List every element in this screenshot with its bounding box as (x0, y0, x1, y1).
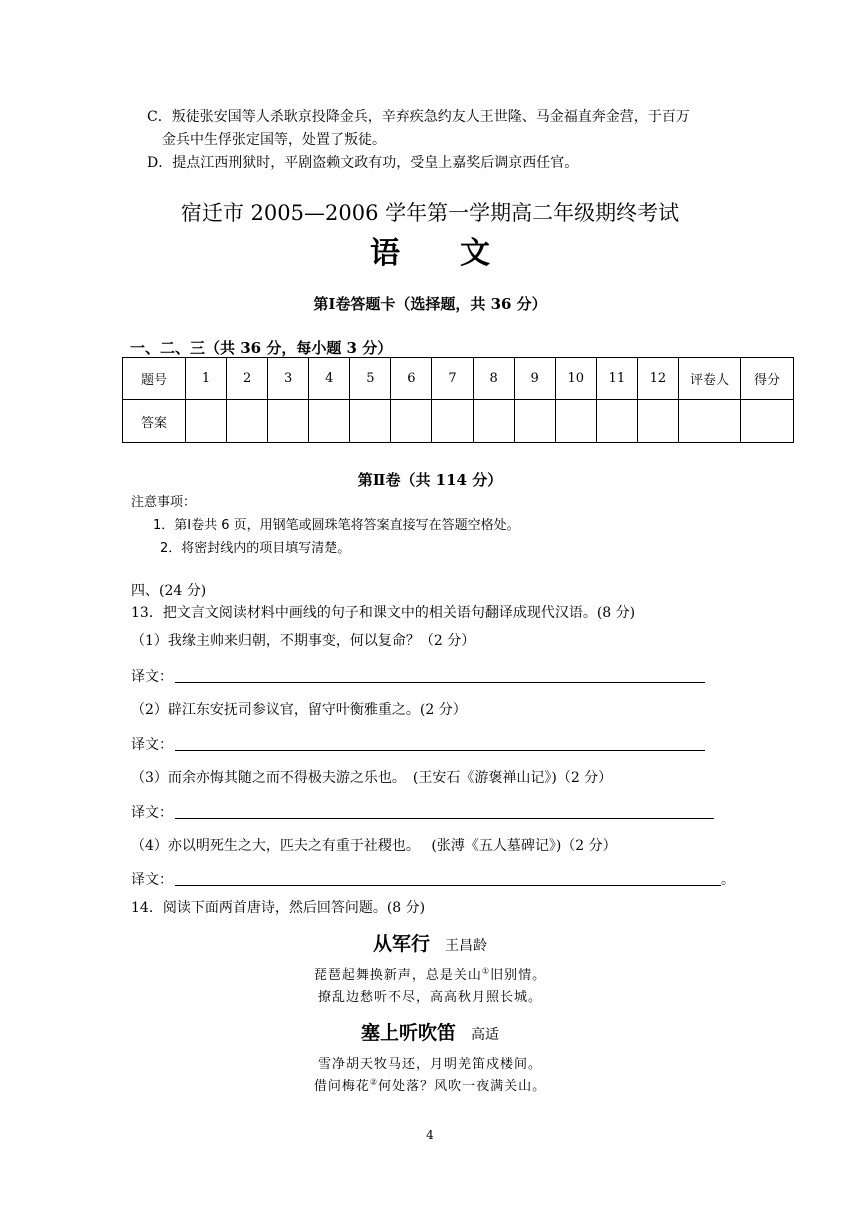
question-13: 13．把文言文阅读材料中画线的句子和课文中的相关语句翻译成现代汉语。(8 分) (131, 605, 636, 621)
grader-header: 评卷人 (679, 358, 741, 400)
poem1-line1 (0, 964, 860, 983)
answer-card-table (122, 357, 794, 443)
footnote-marker-1: ① (481, 966, 491, 976)
answer-line-2[interactable] (175, 750, 705, 751)
answer-cell[interactable] (391, 400, 432, 443)
question-number: 9 (514, 358, 555, 400)
part2-heading: 第Ⅱ卷（共 114 分） (357, 471, 503, 489)
answer-row (123, 400, 794, 443)
answer-line-4[interactable] (175, 885, 721, 886)
question-number: 8 (473, 358, 514, 400)
q13-item-3: （3）而余亦悔其随之而不得极夫游之乐也。 (王安石《游褒禅山记》)（2 分） (131, 770, 613, 786)
poem2-author: 高适 (471, 1027, 500, 1043)
poem2-line2-part-a: 借问梅花 (313, 1079, 370, 1094)
exam-subject: 语 文 (370, 236, 490, 271)
translation-label: 译文： (131, 737, 173, 753)
answer-cell[interactable] (637, 400, 678, 443)
answer-line-1[interactable] (175, 682, 705, 683)
poem2-heading (0, 1018, 860, 1045)
score-header: 得分 (741, 358, 794, 400)
answer-cell[interactable] (514, 400, 555, 443)
question-number: 2 (227, 358, 268, 400)
question-number-row (123, 358, 794, 400)
section4-label: 四、(24 分) (131, 583, 207, 599)
answer-cell[interactable] (432, 400, 473, 443)
poem2-line2-part-b: 何处落？风吹一夜满关山。 (378, 1079, 547, 1094)
answer-cell[interactable] (227, 400, 268, 443)
answer-cell[interactable] (473, 400, 514, 443)
poem2-line2 (0, 1075, 860, 1094)
score-cell[interactable] (741, 400, 794, 443)
grader-cell[interactable] (679, 400, 741, 443)
q13-item-4: （4）亦以明死生之大，匹夫之有重于社稷也。 (张溥《五人墓碑记》)（2 分） (131, 838, 617, 854)
answer-line-3[interactable] (175, 818, 714, 819)
option-d-line: D．提点江西刑狱时，平剧盗赖文政有功，受皇上嘉奖后调京西任官。 (147, 155, 579, 171)
answer-cell[interactable] (350, 400, 391, 443)
question-14: 14．阅读下面两首唐诗，然后回答问题。(8 分) (131, 900, 426, 916)
translation-label: 译文： (131, 872, 173, 888)
exam-title: 宿迁市 2005—2006 学年第一学期高二年级期终考试 (180, 201, 680, 225)
row-label-question: 题号 (123, 358, 186, 400)
question-number: 4 (309, 358, 350, 400)
question-number: 6 (391, 358, 432, 400)
answer-cell[interactable] (309, 400, 350, 443)
poem1-heading (0, 929, 860, 956)
option-c-line1: C．叛徒张安国等人杀耿京投降金兵，辛弃疾急约友人王世隆、马金福直奔金营，于百万 (147, 109, 690, 125)
answer-cell[interactable] (186, 400, 227, 443)
poem1-author: 王昌龄 (445, 938, 488, 954)
part1-section-label: 一、二、三（共 36 分，每小题 3 分） (130, 339, 393, 357)
answer-cell[interactable] (268, 400, 309, 443)
poem1-line1-part-a: 琵琶起舞换新声，总是关山 (313, 968, 482, 983)
notes-title: 注意事项： (131, 495, 197, 510)
translation-label: 译文： (131, 669, 173, 685)
poem2-line1: 雪净胡天牧马还，月明羌笛戍楼间。 (317, 1057, 542, 1072)
question-number: 5 (350, 358, 391, 400)
question-number: 1 (186, 358, 227, 400)
q13-item-2: （2）辟江东安抚司参议官，留守叶衡雅重之。(2 分） (131, 702, 467, 718)
option-c-line2: 金兵中生俘张定国等，处置了叛徒。 (162, 132, 386, 148)
translation-label: 译文： (131, 805, 173, 821)
q13-item-1: （1）我缘主帅来归朝，不期事变，何以复命？（2 分） (131, 633, 476, 649)
part1-heading: 第Ⅰ卷答题卡（选择题，共 36 分） (313, 295, 547, 313)
note-2: 2．将密封线内的项目填写清楚。 (160, 541, 351, 556)
question-number: 3 (268, 358, 309, 400)
footnote-marker-2: ② (369, 1077, 379, 1087)
question-number: 11 (596, 358, 637, 400)
answer-cell[interactable] (596, 400, 637, 443)
poem1-line2: 撩乱边愁听不尽，高高秋月照长城。 (317, 990, 542, 1005)
note-1: 1．第Ⅰ卷共 6 页，用钢笔或圆珠笔将答案直接写在答题空格处。 (153, 518, 520, 533)
page-number: 4 (426, 1128, 434, 1142)
poem1-title: 从军行 (372, 933, 430, 955)
answer-cell[interactable] (555, 400, 596, 443)
row-label-answer: 答案 (123, 400, 186, 443)
question-number: 7 (432, 358, 473, 400)
question-number: 10 (555, 358, 596, 400)
poem2-title: 塞上听吹笛 (360, 1022, 456, 1044)
poem1-line1-part-b: 旧别情。 (490, 968, 547, 983)
end-mark: 。 (721, 872, 735, 888)
question-number: 12 (637, 358, 678, 400)
